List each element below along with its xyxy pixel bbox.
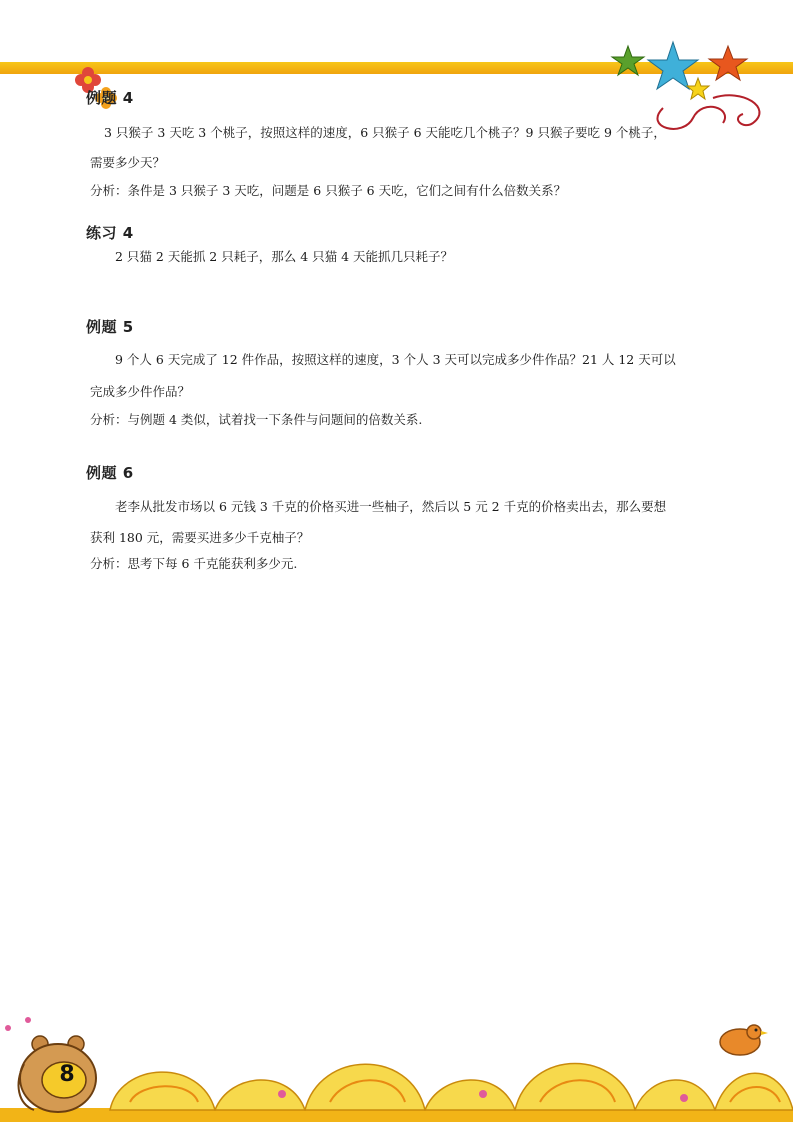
- example-5-line-1: 9 个人 6 天完成了 12 件作品，按照这样的速度，3 个人 3 天可以完成多少件作品？21 人 12 天可以: [115, 352, 676, 367]
- example-5-analysis: 分析：与例题 4 类似，试着找一下条件与问题间的倍数关系.: [90, 412, 423, 427]
- page-number: 8: [59, 1062, 75, 1087]
- example-6-title: 例题 6: [86, 464, 134, 482]
- example-4-title: 例题 4: [86, 89, 134, 107]
- example-6-line-1: 老李从批发市场以 6 元钱 3 千克的价格买进一些柚子，然后以 5 元 2 千克的价格卖出去，那么要想: [115, 499, 667, 514]
- example-6-analysis: 分析：思考下每 6 千克能获利多少元.: [90, 556, 298, 571]
- example-5-title: 例题 5: [86, 318, 134, 336]
- practice-4-line-1: 2 只猫 2 天能抓 2 只耗子，那么 4 只猫 4 天能抓几只耗子？: [115, 249, 454, 264]
- footer-wave-decoration: [0, 1002, 793, 1122]
- example-5-line-2: 完成多少件作品？: [90, 384, 191, 399]
- example-4-line-1: 3 只猴子 3 天吃 3 个桃子，按照这样的速度，6 只猴子 6 天能吃几个桃子？9 只猴子要吃 9 个桃子，: [104, 125, 666, 140]
- example-6-line-2: 获利 180 元，需要买进多少千克柚子？: [90, 530, 310, 545]
- example-4-line-2: 需要多少天？: [90, 155, 166, 170]
- practice-4-title: 练习 4: [86, 224, 134, 242]
- example-4-analysis: 分析：条件是 3 只猴子 3 天吃，问题是 6 只猴子 6 天吃，它们之间有什么倍数关系？: [90, 183, 567, 198]
